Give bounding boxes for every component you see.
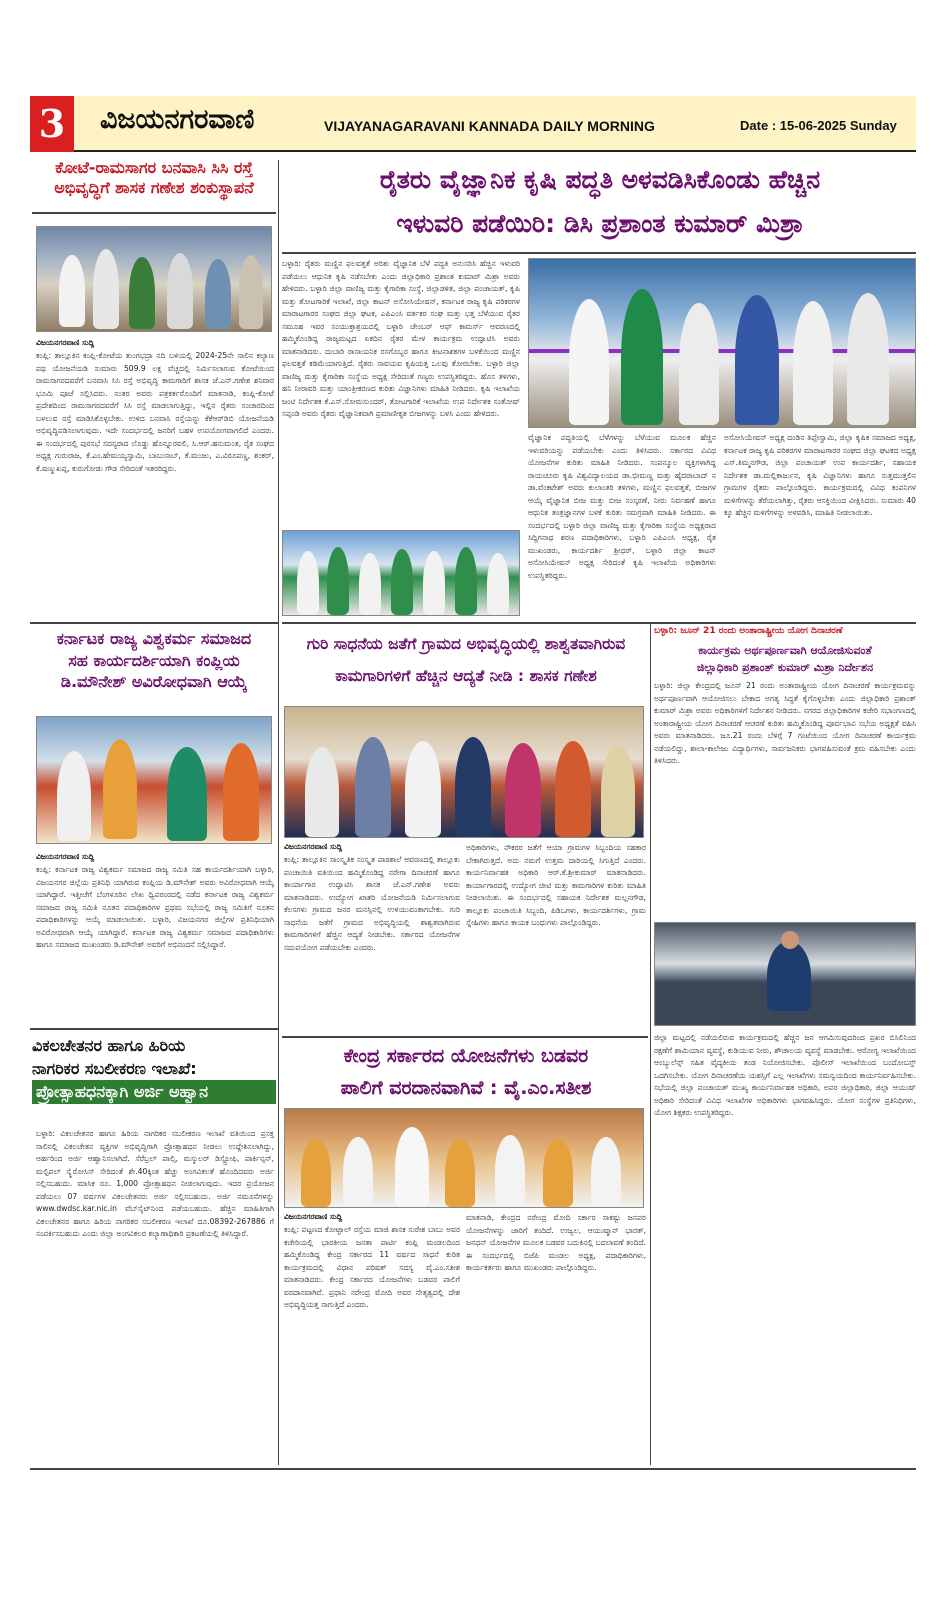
central-dateline: ವಿಜಯನಗರವಾಣಿ ಸುದ್ದಿ bbox=[284, 1212, 343, 1221]
page-bottom-rule bbox=[30, 1468, 916, 1470]
yoga-headline-line-2: ಜಿಲ್ಲಾಧಿಕಾರಿ ಪ್ರಶಾಂತ್ ಕುಮಾರ್ ಮಿಶ್ರಾ ನಿರ್ದೇಶನ bbox=[696, 661, 874, 674]
guri-col-1: ಕಂಪ್ಲಿ: ತಾಲ್ಲೂಕಿನ ಸಾಂಸ್ಕೃತಿಕ ಸಂಸ್ಕೃತ ಪಾಠಶಾಲೆ ಆವರಣದಲ್ಲಿ ತಾಲ್ಲೂಕು ಪಂಚಾಯಿತಿ ವತಿಯಿಂದ ಹಮ್ಮಿಕೊಂಡಿದ್ದ ನರೇಗಾ ದಿನಾಚರಣೆ ಹಾಗೂ ಕಾರ್ಯಾಗಾರ ಉದ್ಘಾಟಿಸಿ ಶಾಸಕ ಜೆ.ಎನ್.ಗಣೇಶ ಅವರು ಮಾತನಾಡಿದರು. ಉದ್ಯೋಗ ಖಾತರಿ ಯೋಜನೆಯಡಿ ನಿರ್ಮಿಸಲಾಗುವ ಕೆಲಸಗಳು ಗ್ರಾಮದ ಜನರ ಮನಸ್ಸಿನಲ್ಲಿ ಉಳಿಯುವಂತಾಗಬೇಕು. ಗುರಿ ಸಾಧನೆಯ ಜತೆಗೆ ಗ್ರಾಮದ ಅಭಿವೃದ್ಧಿಯಲ್ಲಿ ಶಾಶ್ವತವಾಗಿರುವ ಕಾಮಗಾರಿಗಳಿಗೆ ಹೆಚ್ಚಿನ ಆದ್ಯತೆ ನೀಡಬೇಕು. ಸರ್ಕಾರದ ಯೋಜನೆಗಳ ಸದುಪಯೋಗ ಪಡೆಯಬೇಕು ಎಂದರು. bbox=[284, 855, 460, 952]
road-dateline: ವಿಜಯನಗರವಾಣಿ ಸುದ್ದಿ bbox=[36, 338, 95, 347]
central-col-2: ಮಾತನಾಡಿ, ಕೇಂದ್ರದ ನರೇಂದ್ರ ಮೋದಿ ಸರ್ಕಾರ ಸಾಕಷ್ಟು ಜನಪರ ಯೋಜನೆಗಳನ್ನು ಜಾರಿಗೆ ತಂದಿದೆ. ಉಜ್ವಲ, ಆಯುಷ್ಮಾನ್ ಭಾರತ್, ಜನಧನ್ ಯೋಜನೆಗಳ ಮೂಲಕ ಬಡವರ ಬದುಕಿನಲ್ಲಿ ಬದಲಾವಣೆ ತಂದಿದೆ. ಈ ಸಂದರ್ಭದಲ್ಲಿ ಬಿಜೆಪಿ ಮಂಡಲ ಅಧ್ಯಕ್ಷ, ಪದಾಧಿಕಾರಿಗಳು, ಕಾರ್ಯಕರ್ತರು ಹಾಗೂ ಮುಖಂಡರು ಪಾಲ್ಗೊಂಡಿದ್ದರು. bbox=[466, 1213, 646, 1272]
vishwakarma-photo bbox=[36, 716, 272, 844]
central-meeting-photo bbox=[284, 1108, 644, 1208]
vishwakarma-body: ಕಂಪ್ಲಿ: ಕರ್ನಾಟಕ ರಾಜ್ಯ ವಿಶ್ವಕರ್ಮ ಸಮಾಜದ ರಾಜ್ಯ ಸಮಿತಿ ಸಹ ಕಾರ್ಯದರ್ಶಿಯಾಗಿ ಬಳ್ಳಾರಿ, ವಿಜಯನಗರ ಜಿಲ್ಲೆಯ ಪ್ರತಿನಿಧಿ ಯಾಗಿರುವ ಕಂಪ್ಲಿಯ ಡಿ.ಮೌನೇಶ್ ಅವರು ಅವಿರೋಧವಾಗಿ ಆಯ್ಕೆ ಯಾಗಿದ್ದಾರೆ. ಇತ್ತೀಚೆಗೆ ಬೆಂಗಳೂರಿನ ಲೇಖ ಧ್ವಿಪರಂರದಲ್ಲಿ ನಡೆದ ಕರ್ನಾಟಕ ರಾಜ್ಯ ವಿಶ್ವಕರ್ಮ ಸಮಾಜದ ರಾಜ್ಯ ಸಮಿತಿ ನೂತನ ಪದಾಧಿಕಾರಿಗಳ ಪ್ರಥಮ ಸಭೆಯಲ್ಲಿ ರಾಜ್ಯ ಸಮಿತಿಗೆ ನೂತನ ಪದಾಧಿಕಾರಿಗಳನ್ನು ಆಯ್ಕೆ ಮಾಡಲಾಯಿತು. ಬಳ್ಳಾರಿ, ವಿಜಯನಗರ ಜಿಲ್ಲೆಗಳ ಪ್ರತಿನಿಧಿಯಾಗಿ ಅವಿರೋಧವಾಗಿ ಆಯ್ಕೆ ಯಾಗಿದ್ದಾರೆ. ಕರ್ನಾಟಕ ರಾಜ್ಯ ವಿಶ್ವಕರ್ಮ ಸಮಾಜದ ಪದಾಧಿಕಾರಿಗಳು ಹಾಗೂ ಸಮಾಜದ ಮುಖಂಡರು ಡಿ.ಮೌನೇಶ್ ಅವರಿಗೆ ಅಭಿನಂದನೆ ಸಲ್ಲಿಸಿದ್ದಾರೆ. bbox=[36, 865, 274, 949]
guri-headline-line-2: ಕಾಮಗಾರಿಗಳಿಗೆ ಹೆಚ್ಚಿನ ಆದ್ಯತೆ ನೀಡಿ : ಶಾಸಕ ಗಣೇಶ bbox=[335, 667, 597, 685]
divider bbox=[282, 622, 916, 624]
road-headline-line-1: ಕೋಟೆ-ರಾಮಸಾಗರ ಬನವಾಸಿ ಸಿಸಿ ರಸ್ತೆ bbox=[55, 158, 253, 177]
yoga-headline-line-1: ಕಾರ್ಯಕ್ರಮ ಅರ್ಥಪೂರ್ಣವಾಗಿ ಆಯೋಜಿಸುವಂತೆ bbox=[698, 644, 872, 657]
main-story-col-2: ವೈಜ್ಞಾನಿಕ ಪದ್ಧತಿಯಲ್ಲಿ ಬೆಳೆಗಳನ್ನು ಬೆಳೆಯುವ ಮೂಲಕ ಹೆಚ್ಚಿನ ಇಳುವರಿಯನ್ನು ಪಡೆಯಬೇಕು ಎಂದು ತಿಳಿಸಿದರು. ಸರ್ಕಾರದ ವಿವಿಧ ಯೋಜನೆಗಳ ಕುರಿತು ಮಾಹಿತಿ ನೀಡಿದರು. ಸಂಪನ್ಮೂಲ ವ್ಯಕ್ತಿಗಳಾಗಿದ್ದ ರಾಯಚೂರು ಕೃಷಿ ವಿಶ್ವವಿದ್ಯಾಲಯದ ಡಾ.ಭೀಮಣ್ಣ ಮತ್ತು ಹೈದರಾಬಾದ್ ನ ಡಾ.ವೆಂಕಟೇಶ್ ಅವರು ಕುಲಾಂತರಿ ತಳಿಗಳು, ಮಣ್ಣಿನ ಫಲವತ್ತತೆ, ಬೀಜಗಳ ಆಯ್ಕೆ ವೈಜ್ಞಾನಿಕ ಬೀಜ ಮತ್ತು ಬೀಜ ಸಂಸ್ಕರಣೆ, ನೀರು ನಿರ್ವಹಣೆ ಹಾಗೂ ಆಧುನಿಕ ತಂತ್ರಜ್ಞಾನಗಳ ಬಳಕೆ ಕುರಿತು ಸಮಗ್ರವಾಗಿ ಮಾಹಿತಿ ನೀಡಿದರು. ಈ ಸಂದರ್ಭದಲ್ಲಿ ಬಳ್ಳಾರಿ ಜಿಲ್ಲಾ ವಾಣಿಜ್ಯ ಮತ್ತು ಕೈಗಾರಿಕಾ ಸಂಸ್ಥೆಯ ಅಧ್ಯಕ್ಷರಾದ ಸಿದ್ದಿಗನಾಥ ಶರಣ ಪದಾಧಿಕಾರಿಗಳು, ಬಳ್ಳಾರಿ ಎಪಿಎಂಸಿ ಅಧ್ಯಕ್ಷ, ರೈತ ಮುಖಂಡರು, ಕಾರ್ಯದರ್ಶಿ ಶ್ರೀಧರ್, ಬಳ್ಳಾರಿ ಜಿಲ್ಲಾ ಕಾಟನ್ ಅಸೋಸಿಯೇಷನ್ ಅಧ್ಯಕ್ಷ ಸೇರಿದಂತೆ ಕೃಷಿ ಇಲಾಖೆಯ ಅಧಿಕಾರಿಗಳು ಉಪಸ್ಥಿತರಿದ್ದರು. bbox=[528, 433, 716, 580]
main-story-col-1: ಬಳ್ಳಾರಿ: ರೈತರು ಮಣ್ಣಿನ ಫಲವತ್ತತೆ ಅರಿತು ವೈಜ್ಞಾನಿಕ ಬೆಳೆ ಪದ್ಧತಿ ಅನುಸರಿಸಿ ಹೆಚ್ಚಿನ ಇಳುವರಿ ಪಡೆಯಲು ಆಧುನಿಕ ಕೃಷಿ ನಡೆಸಬೇಕು ಎಂದು ಜಿಲ್ಲಾಧಿಕಾರಿ ಪ್ರಶಾಂತ ಕುಮಾರ್ ಮಿಶ್ರಾ ಅವರು ಹೇಳಿದರು. ಬಳ್ಳಾರಿ ಜಿಲ್ಲಾ ವಾಣಿಜ್ಯ ಮತ್ತು ಕೈಗಾರಿಕಾ ಸಂಸ್ಥೆ, ಜಿಲ್ಲಾಡಳಿತ, ಜಿಲ್ಲಾ ಪಂಚಾಯತ್, ಕೃಷಿ ಮತ್ತು ತೋಟಗಾರಿಕೆ ಇಲಾಖೆ, ಜಿಲ್ಲಾ ಕಾಟನ್ ಅಸೋಸಿಯೇಷನ್, ಕರ್ನಾಟಕ ರಾಜ್ಯ ಕೃಷಿ ಪರಿಕರಗಳ ಮಾರಾಟಗಾರರ ಸಂಘದ ಜಿಲ್ಲಾ ಘಟಕ, ಎಪಿಎಂಸಿ ವರ್ತಕರ ಸಂಘ ಮತ್ತು ಭತ್ತ ಬೆಳೆಯುವ ರೈತರ ಸಮೂಹ ಇವರ ಸಂಯುಕ್ತಾಶ್ರಯದಲ್ಲಿ ಬಳ್ಳಾರಿ ಚೇಂಬರ್ ಆಫ್ ಕಾಮರ್ಸ್ ಆವರಣದಲ್ಲಿ ಹಮ್ಮಿಕೊಂಡಿದ್ದ ರಾಜ್ಯಮಟ್ಟದ ಏಕದಿನ ರೈತರ ಮೇಳ ಕಾರ್ಯಕ್ರಮ ಉದ್ಘಾಟಿಸಿ ಅವರು ಮಾತನಾಡಿದರು. ದುಬಾರಿ ರಾಸಾಯನಿಕ ರಸಗೊಬ್ಬರ ಹಾಗೂ ಕೀಟನಾಶಕಗಳ ಬಳಕೆಯಿಂದ ಮಣ್ಣಿನ ಫಲವತ್ತತೆ ಕಡಿಮೆಯಾಗುತ್ತಿದೆ. ರೈತರು ಸಾವಯವ ಕೃಷಿಯತ್ತ ಒಲವು ತೋರಬೇಕು. ಬಳ್ಳಾರಿ ಜಿಲ್ಲಾ ವಾಣಿಜ್ಯ ಮತ್ತು ಕೈಗಾರಿಕಾ ಸಂಸ್ಥೆಯ ಅಧ್ಯಕ್ಷ ಸೇರಿದಂತೆ ಗಣ್ಯರು ಉಪಸ್ಥಿತರಿದ್ದರು. ಹೊಸ ತಳಿಗಳು, ಹನಿ ನೀರಾವರಿ ಮತ್ತು ಯಾಂತ್ರೀಕರಣದ ಕುರಿತು ವಿಜ್ಞಾನಿಗಳು ಮಾಹಿತಿ ನೀಡಿದರು. ಕೃಷಿ ಇಲಾಖೆಯ ಜಂಟಿ ನಿರ್ದೇಶಕ ಕೆ.ಎಸ್.ಸೋಮಸುಂದರ್, ತೋಟಗಾರಿಕೆ ಇಲಾಖೆಯ ಉಪ ನಿರ್ದೇಶಕ ಸಂತೋಷ್ ಸಪ್ಪಂಡಿ ಅವರು ರೈತರು ವೈಜ್ಞಾನಿಕವಾಗಿ ಪ್ರಮಾಣೀಕೃತ ಬೀಜಗಳನ್ನು ಬಳಸಿ ಎಂದು ಹೇಳಿದರು. bbox=[282, 259, 520, 418]
road-headline bbox=[32, 158, 276, 198]
yoga-headline bbox=[654, 642, 916, 676]
central-headline-line-1: ಕೇಂದ್ರ ಸರ್ಕಾರದ ಯೋಜನೆಗಳು ಬಡವರ bbox=[343, 1045, 589, 1067]
divider bbox=[282, 1036, 648, 1038]
divider bbox=[30, 622, 278, 624]
vishwakarma-headline-line-3: ಡಿ.ಮೌನೇಶ್ ಅವಿರೋಧವಾಗಿ ಆಯ್ಕೆ bbox=[60, 672, 248, 692]
guri-col-2: ಅಧಿಕಾರಿಗಳು, ನೌಕರರ ಜತೆಗೆ ಆಯಾ ಗ್ರಾಮಗಳ ಸಿಬ್ಬಂದಿಯ ಸಹಕಾರ ಬೇಕಾಗಿರುತ್ತದೆ. ಅದು ನಮಗೆ ಉತ್ತಮ ದಾರಿಯಲ್ಲಿ ಸಿಗುತ್ತಿದೆ ಎಂದರು. ಕಾರ್ಯನಿರ್ವಾಹಕ ಅಧಿಕಾರಿ ಆರ್.ಕೆ.ಶ್ರೀಕುಮಾರ್ ಮಾತನಾಡಿದರು. ಕಾರ್ಯಾಗಾರದಲ್ಲಿ ಉದ್ಯೋಗ ಚೀಟಿ ಮತ್ತು ಕಾಮಗಾರಿಗಳ ಕುರಿತು ಮಾಹಿತಿ ನೀಡಲಾಯಿತು. ಈ ಸಂದರ್ಭದಲ್ಲಿ ಸಹಾಯಕ ನಿರ್ದೇಶಕ ಮಲ್ಲನಗೌಡ, ತಾಲ್ಲೂಕು ಪಂಚಾಯಿತಿ ಸಿಬ್ಬಂದಿ, ಪಿಡಿಒಗಳು, ಕಾರ್ಯದರ್ಶಿಗಳು, ಗ್ರಾಮ ಸ್ನೇಹಿಗಳು ಹಾಗೂ ಕಾಯಕ ಬಂಧುಗಳು ಪಾಲ್ಗೊಂಡಿದ್ದರು. bbox=[466, 843, 646, 927]
disabled-headline-line-2: ನಾಗರಿಕರ ಸಬಲೀಕರಣ ಇಲಾಖೆ: bbox=[32, 1059, 197, 1079]
guri-headline bbox=[284, 628, 648, 692]
guri-lamp-lighting-photo bbox=[284, 706, 644, 838]
divider bbox=[282, 252, 916, 254]
main-headline-line-2: ಇಳುವರಿ ಪಡೆಯಿರಿ: ಡಿಸಿ ಪ್ರಶಾಂತ ಕುಮಾರ್ ಮಿಶ್ರಾ bbox=[396, 209, 804, 238]
main-ribbon-cutting-photo bbox=[528, 258, 916, 428]
vishwakarma-dateline: ವಿಜಯನಗರವಾಣಿ ಸುದ್ದಿ bbox=[36, 852, 95, 861]
road-headline-line-2: ಅಭಿವೃದ್ಧಿಗೆ ಶಾಸಕ ಗಣೇಶ ಶಂಕುಸ್ಥಾಪನೆ bbox=[54, 178, 254, 197]
vishwakarma-headline-line-2: ಸಹ ಕಾರ್ಯದರ್ಶಿಯಾಗಿ ಕಂಪ್ಲಿಯ bbox=[68, 650, 240, 670]
divider bbox=[32, 212, 276, 214]
main-felicitation-photo bbox=[282, 530, 520, 616]
yoga-kicker: ಬಳ್ಳಾರಿ: ಜೂನ್ 21 ರಂದು ಅಂತಾರಾಷ್ಟ್ರೀಯ ಯೋಗ ದಿನಾಚರಣೆ bbox=[654, 626, 843, 636]
paper-name-english: VIJAYANAGARAVANI KANNADA DAILY MORNING bbox=[324, 118, 655, 134]
guri-headline-line-1: ಗುರಿ ಸಾಧನೆಯ ಜತೆಗೆ ಗ್ರಾಮದ ಅಭಿವೃದ್ಧಿಯಲ್ಲಿ ಶಾಶ್ವತವಾಗಿರುವ bbox=[306, 635, 626, 653]
disabled-headline-line-3: ಪ್ರೋತ್ಸಾಹಧನಕ್ಕಾಗಿ ಅರ್ಜಿ ಅಹ್ವಾನ bbox=[32, 1080, 276, 1103]
yoga-meeting-photo bbox=[654, 922, 916, 1026]
yoga-body-2: ಜಿಲ್ಲಾ ಮಟ್ಟದಲ್ಲಿ ನಡೆಯಲಿರುವ ಕಾರ್ಯಕ್ರಮದಲ್ಲಿ ಹೆಚ್ಚಿನ ಜನ ಆಗಮಿಸುವುದರಿಂದ ಪ್ರಖರ ಬಿಸಿಲಿನಿಂದ ರಕ್ಷಣೆಗೆ ಶಾಮಿಯಾನ ವ್ಯವಸ್ಥೆ, ಕುಡಿಯುವ ನೀರು, ಶೌಚಾಲಯ ವ್ಯವಸ್ಥೆ ಮಾಡಬೇಕು. ಆರೋಗ್ಯ ಇಲಾಖೆಯಿಂದ ಆಂಬ್ಯುಲೆನ್ಸ್ ಸಹಿತ ವೈದ್ಯಕೀಯ ತಂಡ ನಿಯೋಜಿಸಬೇಕು. ಪೊಲೀಸ್ ಇಲಾಖೆಯಿಂದ ಬಂದೋಬಸ್ತ್ ಒದಗಿಸಬೇಕು. ಯೋಗ ದಿನಾಚರಣೆಯ ಯಶಸ್ಸಿಗೆ ಎಲ್ಲ ಇಲಾಖೆಗಳು ಸಮನ್ವಯದಿಂದ ಕಾರ್ಯನಿರ್ವಹಿಸಬೇಕು. ಸಭೆಯಲ್ಲಿ ಜಿಲ್ಲಾ ಪಂಚಾಯತ್ ಮುಖ್ಯ ಕಾರ್ಯನಿರ್ವಾಹಕ ಅಧಿಕಾರಿ, ಅಪರ ಜಿಲ್ಲಾಧಿಕಾರಿ, ಜಿಲ್ಲಾ ಆಯುಷ್ ಅಧಿಕಾರಿ ಸೇರಿದಂತೆ ವಿವಿಧ ಇಲಾಖೆಗಳ ಅಧಿಕಾರಿಗಳು ಭಾಗವಹಿಸಿದ್ದರು. ಯೋಗ ಸಂಸ್ಥೆಗಳ ಪ್ರತಿನಿಧಿಗಳು, ಯೋಗ ಶಿಕ್ಷಕರು ಉಪಸ್ಥಿತರಿದ್ದರು. bbox=[654, 1033, 916, 1117]
column-rule bbox=[278, 160, 279, 1465]
paper-name-kannada: ವಿಜಯನಗರವಾಣಿ bbox=[100, 104, 255, 135]
disabled-headline bbox=[32, 1034, 276, 1104]
road-ceremony-photo bbox=[36, 226, 272, 332]
central-col-1: ಕಂಪ್ಲಿ: ಪಟ್ಟಣದ ಕೋಟ್ಟಾಲ್ ರಸ್ತೆಯ ಮಾಜಿ ಶಾಸಕ ಸುರೇಶ ಬಾಬು ಅವರ ಕಚೇರಿಯಲ್ಲಿ ಭಾರತೀಯ ಜನತಾ ಪಾರ್ಟಿ ಕಂಪ್ಲಿ ಮಂಡಲದಿಂದ ಹಮ್ಮಿಕೊಂಡಿದ್ದ ಕೇಂದ್ರ ಸರ್ಕಾರದ 11 ವರ್ಷದ ಸಾಧನೆ ಕುರಿತ ಕಾರ್ಯಕ್ರಮದಲ್ಲಿ ವಿಧಾನ ಪರಿಷತ್ ಸದಸ್ಯ ವೈ.ಎಂ.ಸತೀಶ ಮಾತನಾಡಿದರು. ಕೇಂದ್ರ ಸರ್ಕಾರದ ಯೋಜನೆಗಳು ಬಡವರ ಪಾಲಿಗೆ ವರದಾನವಾಗಿವೆ. ಪ್ರಧಾನಿ ನರೇಂದ್ರ ಮೋದಿ ಅವರ ನೇತೃತ್ವದಲ್ಲಿ ದೇಶ ಅಭಿವೃದ್ಧಿಯತ್ತ ಸಾಗುತ್ತಿದೆ ಎಂದರು. bbox=[284, 1225, 460, 1309]
disabled-body: ಬಳ್ಳಾರಿ: ವಿಕಲಚೇತನರ ಹಾಗೂ ಹಿರಿಯ ನಾಗರಿಕರ ಸಬಲೀಕರಣ ಇಲಾಖೆ ವತಿಯಿಂದ ಪ್ರಸಕ್ತ ಸಾಲಿನಲ್ಲಿ ವಿಕಲಚೇತನ ವ್ಯಕ್ತಿಗಳ ಅಭಿವೃದ್ಧಿಗಾಗಿ ಪ್ರೋತ್ಸಾಹಧನ ನೀಡಲು ಉದ್ದೇಶಿಸಲಾಗಿದ್ದು, ಅರ್ಹರಿಂದ ಅರ್ಜಿ ಆಹ್ವಾನಿಸಲಾಗಿದೆ. ಸೆರೆಬ್ರಲ್ ಪಾಲ್ಸಿ, ಮಸ್ಕುಲರ್ ಡಿಸ್ಟ್ರೋಫಿ, ಪಾರ್ಕಿನ್ಸನ್, ಮಲ್ಟಿಪಲ್ ಸ್ಕ್ಲೆರೋಸಿಸ್ ಸೇರಿದಂತೆ ಶೇ.40ಕ್ಕಿಂತ ಹೆಚ್ಚು ಅಂಗವಿಕಲತೆ ಹೊಂದಿದವರು ಅರ್ಜಿ ಸಲ್ಲಿಸಬಹುದು. ಮಾಸಿಕ ರೂ. 1,000 ಪ್ರೋತ್ಸಾಹಧನ ನೀಡಲಾಗುವುದು. ಇದರ ಪ್ರಯೋಜನ ಪಡೆಯಲು 07 ವರ್ಷಗಳ ವಿಕಲಚೇತನರು ಅರ್ಜಿ ಸಲ್ಲಿಸಬಹುದು. ಅರ್ಜಿ ನಮೂನೆಗಳನ್ನು www.dwdsc.kar.nic.in ವೆಬ್‌ಸೈಟ್‌ನಿಂದ ಪಡೆಯಬಹುದು. ಹೆಚ್ಚಿನ ಮಾಹಿತಿಗಾಗಿ ವಿಕಲಚೇತನರ ಹಾಗೂ ಹಿರಿಯ ನಾಗರಿಕರ ಸಬಲೀಕರಣ ಇಲಾಖೆ ದೂ.08392-267886 ಗೆ ಸಂಪರ್ಕಿಸಬಹುದು ಎಂದು ಜಿಲ್ಲಾ ಅಂಗವಿಕಲರ ಕಲ್ಯಾಣಾಧಿಕಾರಿ ಪ್ರಕಟಣೆಯಲ್ಲಿ ತಿಳಿಸಿದ್ದಾರೆ. bbox=[36, 1129, 274, 1238]
main-story-col-3: ಅಸೋಸಿಯೇಷನ್ ಅಧ್ಯಕ್ಷ ದಂಡಿನ ತಿಪ್ಪೇಸ್ವಾಮಿ, ಜಿಲ್ಲಾ ಕೃಷಿಕ ಸಮಾಜದ ಅಧ್ಯಕ್ಷ, ಕರ್ನಾಟಕ ರಾಜ್ಯ ಕೃಷಿ ಪರಿಕರಗಳ ಮಾರಾಟಗಾರರ ಸಂಘದ ಜಿಲ್ಲಾ ಘಟಕದ ಅಧ್ಯಕ್ಷ ಎಸ್.ತಿಮ್ಮನಗೌಡ, ಜಿಲ್ಲಾ ಪಂಚಾಯತ್ ಉಪ ಕಾರ್ಯದರ್ಶಿ, ಸಹಾಯಕ ನಿರ್ದೇಶಕ ಡಾ.ಮಲ್ಲಿಕಾರ್ಜುನ, ಕೃಷಿ ವಿಜ್ಞಾನಿಗಳು ಹಾಗೂ ಸುತ್ತಮುತ್ತಲಿನ ಗ್ರಾಮಗಳ ರೈತರು ಪಾಲ್ಗೊಂಡಿದ್ದರು. ಕಾರ್ಯಕ್ರಮದಲ್ಲಿ ವಿವಿಧ ಕಂಪನಿಗಳ ಮಳಿಗೆಗಳನ್ನು ತೆರೆಯಲಾಗಿತ್ತು, ರೈತರು ಆಸಕ್ತಿಯಿಂದ ವೀಕ್ಷಿಸಿದರು. ಸುಮಾರು 40 ಕ್ಕೂ ಹೆಚ್ಚಿನ ಮಳಿಗೆಗಳನ್ನು ಅಳವಡಿಸಿ, ಮಾಹಿತಿ ನೀಡಲಾಯಿತು. bbox=[724, 433, 916, 517]
vishwakarma-headline-line-1: ಕರ್ನಾಟಕ ರಾಜ್ಯ ವಿಶ್ವಕರ್ಮ ಸಮಾಜದ bbox=[56, 629, 252, 648]
yoga-body-1: ಬಳ್ಳಾರಿ: ಜಿಲ್ಲಾ ಕೇಂದ್ರದಲ್ಲಿ ಜೂನ್ 21 ರಂದು ಅಂತಾರಾಷ್ಟ್ರೀಯ ಯೋಗ ದಿನಾಚರಣೆ ಕಾರ್ಯಕ್ರಮವನ್ನು ಅರ್ಥಪೂರ್ಣವಾಗಿ ಆಯೋಜಿಸಲು ಬೇಕಾದ ಅಗತ್ಯ ಸಿದ್ಧತೆ ಕೈಗೊಳ್ಳಬೇಕು ಎಂದು ಜಿಲ್ಲಾಧಿಕಾರಿ ಪ್ರಶಾಂತ್ ಕುಮಾರ್ ಮಿಶ್ರಾ ಅವರು ಅಧಿಕಾರಿಗಳಿಗೆ ನಿರ್ದೇಶನ ನೀಡಿದರು. ನಗರದ ಜಿಲ್ಲಾಧಿಕಾರಿಗಳ ಕಚೇರಿ ಸಭಾಂಗಣದಲ್ಲಿ ಅಂತಾರಾಷ್ಟ್ರೀಯ ಯೋಗ ದಿನಾಚರಣೆ ಆಚರಣೆ ಕುರಿತು ಹಮ್ಮಿಕೊಂಡಿದ್ದ ಪೂರ್ವಭಾವಿ ಸಭೆಯ ಅಧ್ಯಕ್ಷತೆ ವಹಿಸಿ ಅವರು ಮಾತನಾಡಿದರು. ಜೂ.21 ರಂದು ಬೆಳಿಗ್ಗೆ 7 ಗಂಟೆಯಿಂದ ಯೋಗ ದಿನಾಚರಣೆ ಕಾರ್ಯಕ್ರಮ ನಡೆಯಲಿದ್ದು, ಶಾಲಾ-ಕಾಲೇಜು ವಿದ್ಯಾರ್ಥಿಗಳು, ಸಾರ್ವಜನಿಕರು ಭಾಗವಹಿಸುವಂತೆ ಕ್ರಮ ವಹಿಸಬೇಕು ಎಂದು ತಿಳಿಸಿದರು. bbox=[654, 681, 916, 765]
central-headline bbox=[284, 1040, 648, 1104]
vishwakarma-headline bbox=[32, 628, 276, 693]
road-body: ಕಂಪ್ಲಿ: ತಾಲ್ಲೂಕಿನ ಕಂಪ್ಲಿ-ಕೋಟೆಯ ತುಂಗಭದ್ರಾ ನದಿ ಬಳಿಯಲ್ಲಿ 2024-25ನೇ ಸಾಲಿನ ಕಲ್ಯಾಣ ಪಥ ಯೋಜನೆಯಡಿ ಸುಮಾರು 509.9 ಲಕ್ಷ ವೆಚ್ಚದಲ್ಲಿ ನಿರ್ಮಿಸಲಾಗುವ ಕೋಟೆಯಿಂದ ರಾಮಸಾಗರದವರೆಗೆ ಬನವಾಸಿ ಸಿಸಿ ರಸ್ತೆ ಅಭಿವೃದ್ಧಿ ಕಾಮಗಾರಿಗೆ ಶಾಸಕ ಜೆ.ಎನ್.ಗಣೇಶ ಶನಿವಾರ ಭೂಮಿ ಪೂಜೆ ಸಲ್ಲಿಸಿದರು. ನಂತರ ಅವರು ಪತ್ರಕರ್ತರೊಂದಿಗೆ ಮಾತನಾಡಿ, ಕಂಪ್ಲಿ-ಕೋಟೆ ಪ್ರದೇಶದಿಂದ ರಾಮಸಾಗರದವರೆಗೆ ಸಿಸಿ ರಸ್ತೆ ಮಾಡಲಾಗುತ್ತಿದ್ದು, ಇಲ್ಲಿನ ರೈತರು ಸಂಚಾರದಿಂದ ಬಳಲುವ ರಸ್ತೆ ಮಾಡಿಸಿಕೊಳ್ಳಬೇಕು. ಉಳಿದ ಬನವಾಸಿ ರಸ್ತೆಯನ್ನು ಕೆಕೆಆರ್‌ಡಿಬಿ ಯೋಜನೆಯಡಿ ಅಭಿವೃದ್ಧಿಪಡಿಸಲಾಗುವುದು. ಇದೇ ಸಂದರ್ಭದಲ್ಲಿ ಜನರಿಗೆ ಬಹಳ ಉಪಯೋಗವಾಗಲಿದೆ ಎಂದರು. ಈ ಸಂದರ್ಭದಲ್ಲಿ ಪುರಸಭೆ ಸದಸ್ಯರಾದ ಲೊಡ್ಡು ಹೊನ್ನೂರವಲಿ, ಸಿ.ಆರ್.ಹನುಮಂತ, ರೈತ ಸಂಘದ ಅಧ್ಯಕ್ಷ ಗುರುರಾಜ, ಕೆ.ಎಂ.ಹೇಮಯ್ಯಸ್ವಾಮಿ, ಬಾಬುಸಾಬ್, ಕೆ.ಮಂಜು, ಎ.ವಿರೂಪಣ್ಣ, ಶಂಕರ್, ಕೆ.ಷಣ್ಮುಖಪ್ಪ, ಕುರುಗೋಡು ಗೌಡ ಸೇರಿದಂತೆ ಇತರರಿದ್ದರು. bbox=[36, 351, 274, 473]
column-rule bbox=[650, 622, 651, 1465]
disabled-headline-line-1: ವಿಕಲಚೇತನರ ಹಾಗೂ ಹಿರಿಯ bbox=[32, 1036, 186, 1055]
central-headline-line-2: ಪಾಲಿಗೆ ವರದಾನವಾಗಿವೆ : ವೈ.ಎಂ.ಸತೀಶ bbox=[340, 1077, 592, 1099]
divider bbox=[30, 1028, 278, 1030]
guri-dateline: ವಿಜಯನಗರವಾಣಿ ಸುದ್ದಿ bbox=[284, 842, 343, 851]
main-headline bbox=[286, 158, 914, 246]
main-headline-line-1: ರೈತರು ವೈಜ್ಞಾನಿಕ ಕೃಷಿ ಪದ್ಧತಿ ಅಳವಡಿಸಿಕೊಂಡು ಹೆಚ್ಚಿನ bbox=[379, 165, 821, 194]
issue-date: Date : 15-06-2025 Sunday bbox=[740, 118, 897, 133]
page-number: 3 bbox=[30, 96, 74, 152]
